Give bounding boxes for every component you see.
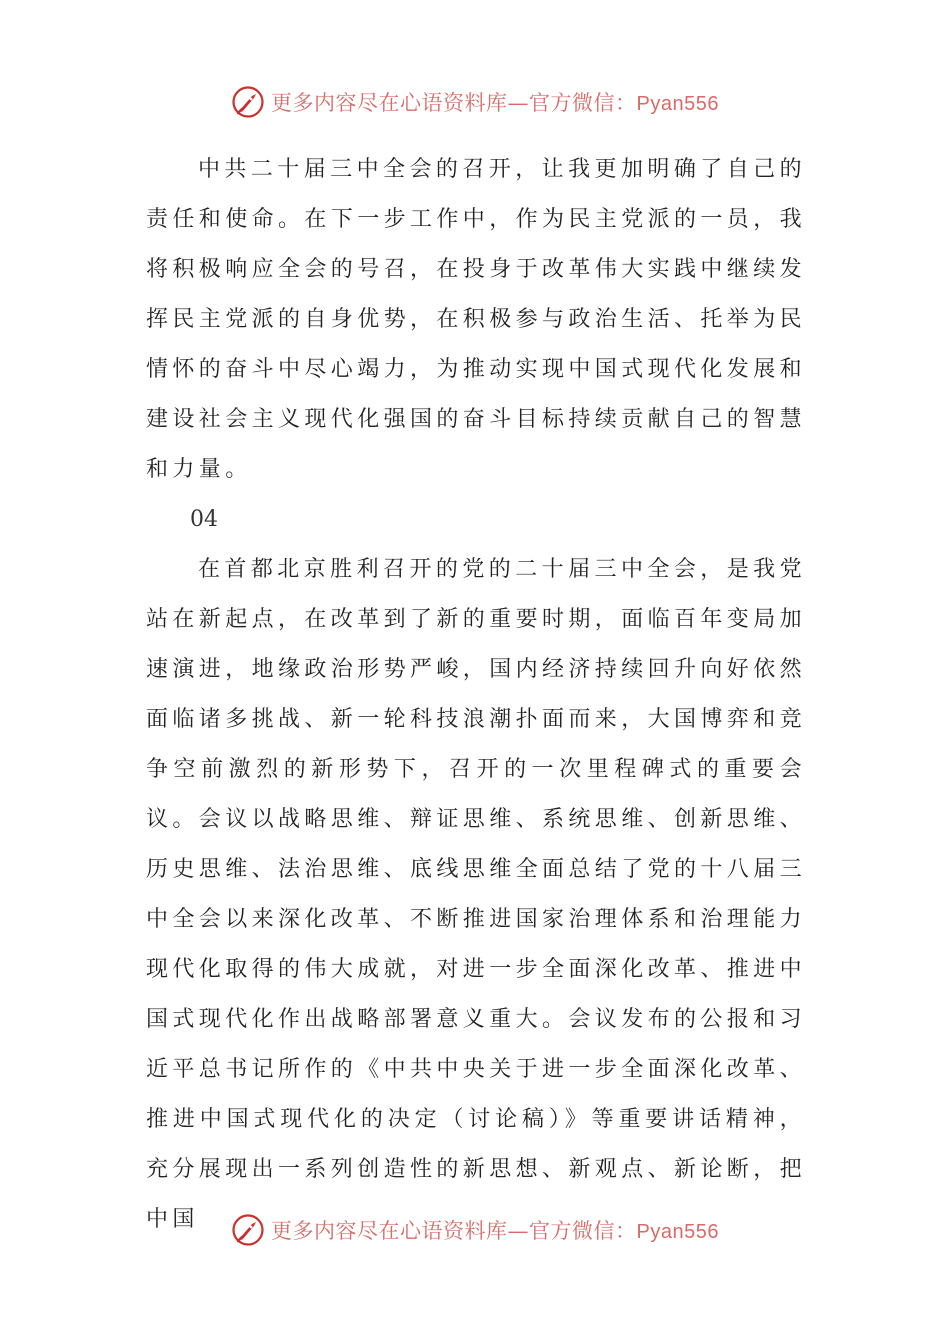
footer-watermark-banner bbox=[0, 1210, 950, 1250]
body-paragraph: 中共二十届三中全会的召开，让我更加明确了自己的责任和使命。在下一步工作中，作为民主党派的一员，我将积极响应全会的号召，在投身于改革伟大实践中继续发挥民主党派的自身优势，在积极参与政治生活、托举为民情怀的奋斗中尽心竭力，为推动实现中国式现代化发展和建设社会主义现代化强国的奋斗目标持续贡献自己的智慧和力量。 bbox=[146, 157, 807, 482]
body-paragraph: 在首都北京胜利召开的党的二十届三中全会，是我党站在新起点，在改革到了新的重要时期，面临百年变局加速演进，地缘政治形势严峻，国内经济持续回升向好依然面临诸多挑战、新一轮科技浪潮扑面而来，大国博弈和竞争空前激烈的新形势下，召开的一次里程碑式的重要会议。会议以战略思维、辩证思维、系统思维、创新思维、历史思维、法治思维、底线思维全面总结了党的十八届三中全会以来深化改革、不断推进国家治理体系和治理能力现代化取得的伟大成就，对进一步全面深化改革、推进中国式现代化作出战略部署意义重大。会议发布的公报和习近平总书记所作的《中共中央关于进一步全面深化改革、推进中国式现代化的决定（讨论稿）》等重要讲话精神，充分展现出一系列创造性的新思想、新观点、新论断，把中国 bbox=[146, 557, 807, 1232]
header-watermark-banner bbox=[0, 82, 950, 122]
pen-nib-icon bbox=[231, 1213, 265, 1247]
wechat-id: Pyan556 bbox=[636, 1221, 719, 1243]
watermark-label: 更多内容尽在心语资料库—官方微信： bbox=[271, 1219, 637, 1243]
section-number: 04 bbox=[190, 507, 218, 532]
watermark-text bbox=[271, 1215, 719, 1245]
wechat-id: Pyan556 bbox=[636, 93, 719, 115]
watermark-text bbox=[271, 87, 719, 117]
watermark-label: 更多内容尽在心语资料库—官方微信： bbox=[271, 91, 637, 115]
pen-nib-icon bbox=[231, 85, 265, 119]
document-body bbox=[146, 145, 806, 1245]
